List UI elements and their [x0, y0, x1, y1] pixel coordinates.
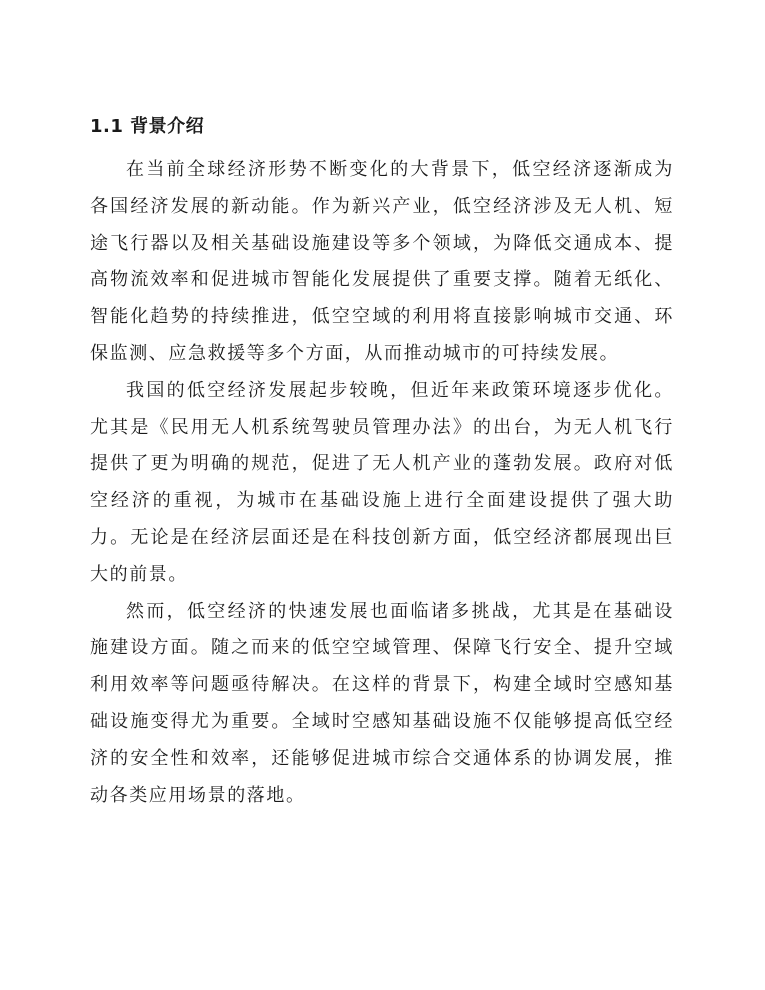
section-body [90, 152, 674, 814]
paragraph-2: 我国的低空经济发展起步较晚，但近年来政策环境逐步优化。尤其是《民用无人机系统驾驶员管理办法》的出台，为无人机飞行提供了更为明确的规范，促进了无人机产业的蓬勃发展。政府对低空经济的重视，为城市在基础设施上进行全面建设提供了强大助力。无论是在经济层面还是在科技创新方面，低空经济都展现出巨大的前景。 [90, 379, 674, 585]
section-heading: 1.1 背景介绍 [90, 116, 205, 137]
paragraph-1: 在当前全球经济形势不断变化的大背景下，低空经济逐渐成为各国经济发展的新动能。作为新兴产业，低空经济涉及无人机、短途飞行器以及相关基础设施建设等多个领域，为降低交通成本、提高物流效率和促进城市智能化发展提供了重要支撑。随着无纸化、智能化趋势的持续推进，低空空域的利用将直接影响城市交通、环保监测、应急救援等多个方面，从而推动城市的可持续发展。 [90, 159, 674, 364]
paragraph-3: 然而，低空经济的快速发展也面临诸多挑战，尤其是在基础设施建设方面。随之而来的低空空域管理、保障飞行安全、提升空域利用效率等问题亟待解决。在这样的背景下，构建全域时空感知基础设施变得尤为重要。全域时空感知基础设施不仅能够提高低空经济的安全性和效率，还能够促进城市综合交通体系的协调发展，推动各类应用场景的落地。 [90, 600, 674, 806]
